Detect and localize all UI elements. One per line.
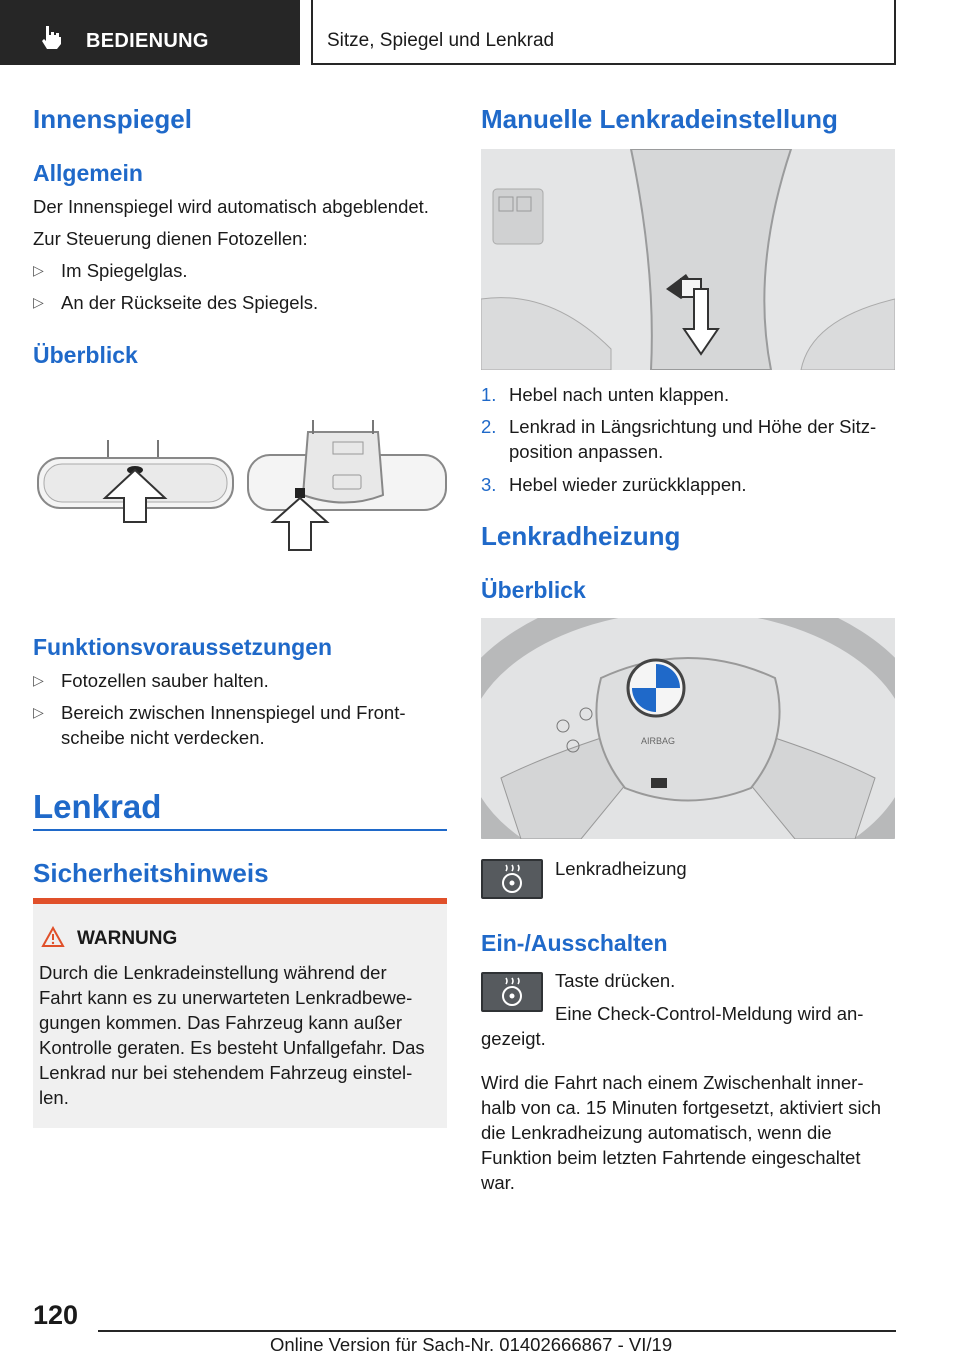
ein-aus-heading: Ein-/Ausschalten — [481, 930, 668, 956]
innenspiegel-heading: Innenspiegel — [33, 104, 192, 134]
ueberblick-heading: Überblick — [33, 342, 138, 368]
mirror-illustration — [33, 410, 447, 570]
heizung-paragraph: Wird die Fahrt nach einem Zwischenhalt inner- halb von ca. 15 Minuten fortgesetzt, aktiviert sich die Lenkradheizung automatisch, wenn die Funktion beim letzten Fahrtende eingeschaltet war. — [481, 1072, 882, 1193]
footer-text: Online Version für Sach-Nr. 01402666867 - VI/19 — [270, 1334, 673, 1355]
steering-heating-button — [481, 859, 543, 899]
funktion-heading: Funktionsvoraussetzungen — [33, 634, 333, 660]
warning-title: WARNUNG — [77, 928, 178, 949]
airbag-label: AIRBAG — [641, 736, 676, 746]
steering-wheel-heating-icon — [483, 861, 541, 897]
section-label: BEDIENUNG — [86, 30, 209, 52]
chapter-tab — [311, 0, 896, 65]
sicherheit-heading: Sicherheitshinweis — [33, 858, 269, 888]
section-tab — [0, 0, 300, 65]
heizung-ueberblick-heading: Überblick — [481, 577, 586, 603]
check-text-1: Eine Check-Control-Meldung wird an- — [555, 1003, 864, 1024]
hand-pointer-icon — [38, 24, 64, 50]
step-2: 2. Lenkrad in Längsrichtung und Höhe der Sitz- — [481, 416, 877, 437]
chapter-label: Sitze, Spiegel und Lenkrad — [327, 30, 555, 51]
funktion-bullet-2: ▷ Bereich zwischen Innenspiegel und Front- — [33, 702, 406, 723]
taste-text: Taste drücken. — [555, 970, 676, 991]
step-2-cont: position anpassen. — [509, 441, 664, 462]
page-number: 120 — [33, 1300, 79, 1330]
allgemein-heading: Allgemein — [33, 160, 143, 186]
warning-box — [33, 898, 447, 1128]
allgemein-bullet-1: ▷ Im Spiegelglas. — [33, 260, 188, 281]
triangle-bullet-icon: ▷ — [33, 294, 44, 310]
triangle-bullet-icon: ▷ — [33, 262, 44, 278]
check-text-2: gezeigt. — [481, 1028, 546, 1049]
steering-wheel-heating-icon — [483, 974, 541, 1010]
step-1: 1. Hebel nach unten klappen. — [481, 384, 730, 405]
allgemein-text-2: Zur Steuerung dienen Fotozellen: — [33, 228, 308, 249]
lenkrad-rule — [33, 829, 447, 831]
warning-body: Durch die Lenkradeinstellung während der Fahrt kann es zu unerwarteten Lenkradbewe- gungen kommen. Das Fahrzeug kann außer Kontrolle geraten. Es besteht Unfallgefahr. Das Lenkrad nur bei stehendem Fahrzeug einstel- len. — [39, 962, 425, 1108]
triangle-bullet-icon: ▷ — [33, 672, 44, 688]
funktion-bullet-2-cont: scheibe nicht verdecken. — [61, 727, 265, 748]
warning-triangle-icon — [41, 926, 65, 948]
step-3: 3. Hebel wieder zurückklappen. — [481, 474, 747, 495]
heating-icon-label: Lenkradheizung — [555, 858, 687, 879]
steering-lever-illustration — [481, 149, 895, 370]
lenkrad-heading: Lenkrad — [33, 788, 162, 825]
triangle-bullet-icon: ▷ — [33, 704, 44, 720]
allgemein-bullet-2: ▷ An der Rückseite des Spiegels. — [33, 292, 319, 313]
footer-rule — [98, 1330, 896, 1332]
steering-heating-button-2 — [481, 972, 543, 1012]
heizung-heading: Lenkradheizung — [481, 521, 681, 551]
steering-wheel-illustration — [481, 618, 895, 839]
funktion-bullet-1: ▷ Fotozellen sauber halten. — [33, 670, 269, 691]
allgemein-text-1: Der Innenspiegel wird automatisch abgeblendet. — [33, 196, 429, 217]
manuell-heading: Manuelle Lenkradeinstellung — [481, 104, 838, 134]
